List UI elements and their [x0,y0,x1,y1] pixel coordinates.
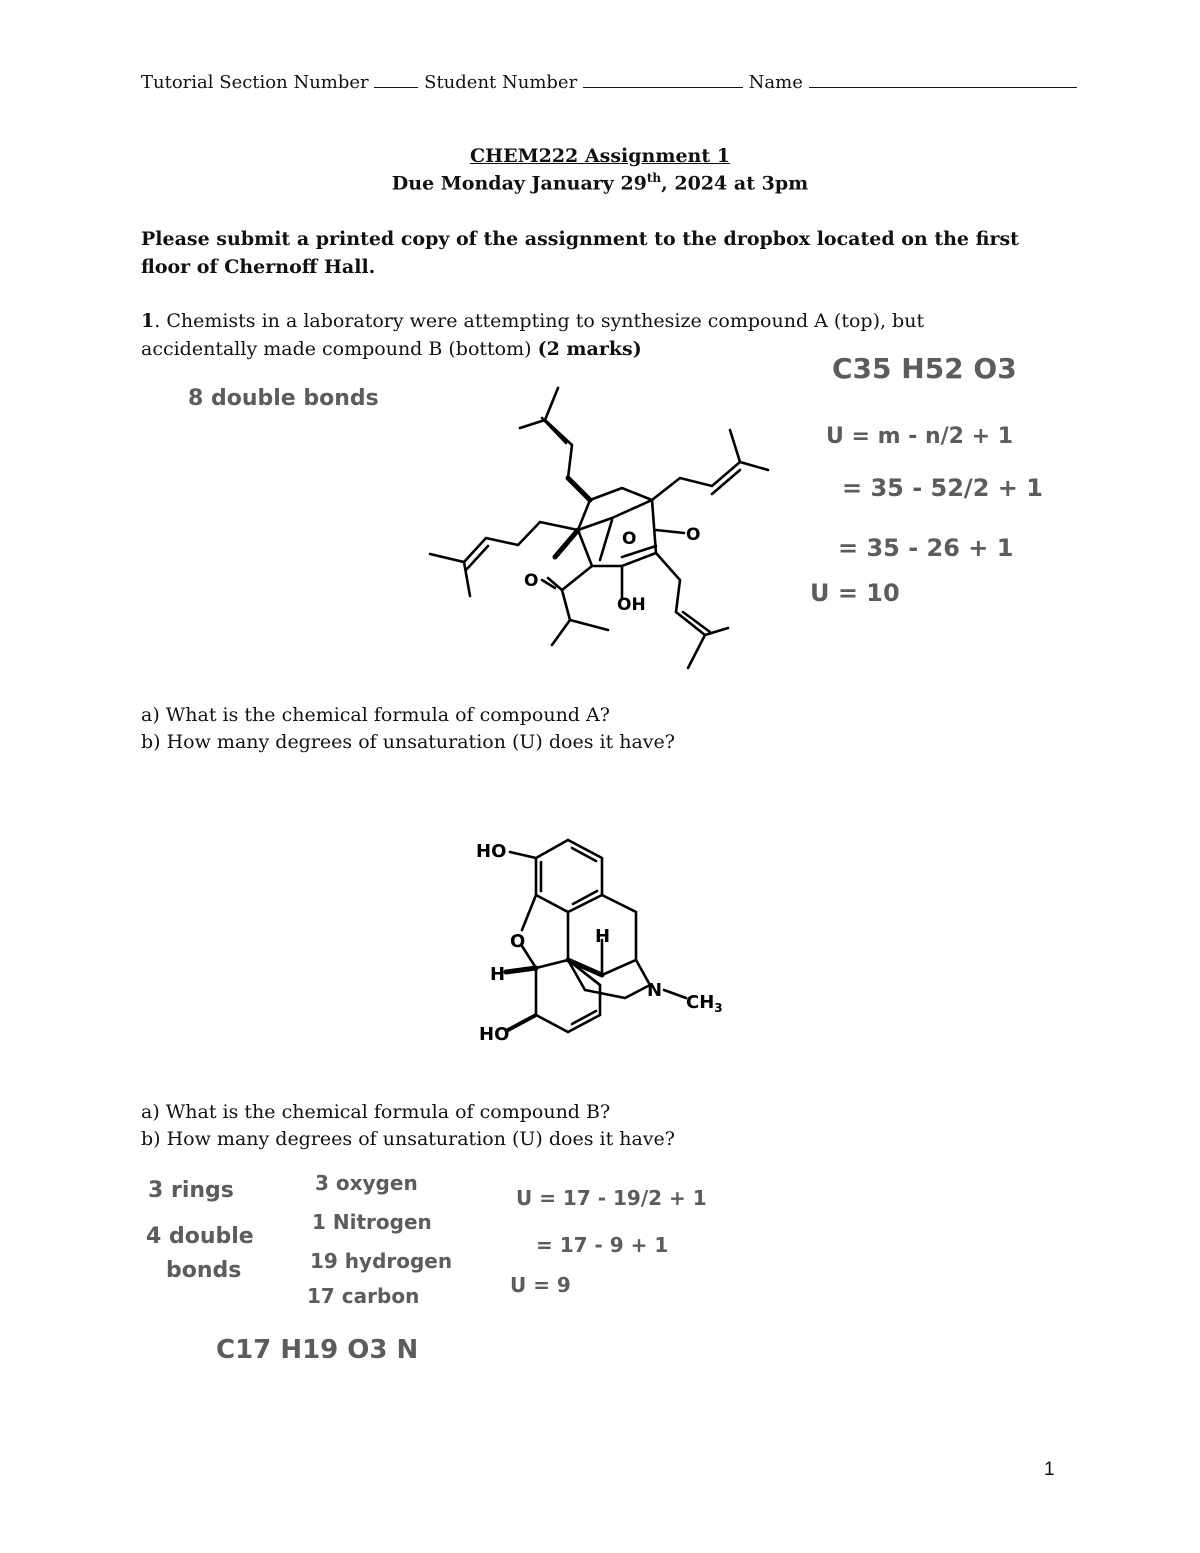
b-h-top: H [595,926,611,947]
question-a-unsaturation: b) How many degrees of unsaturation (U) does it have? [141,731,675,753]
name-label: Name [748,72,803,93]
compound-b-structure [470,830,730,1050]
hand-formula-a: C35 H52 O3 [832,352,1017,385]
hand-formula-b: C17 H19 O3 N [216,1335,419,1365]
hand-carbon: 17 carbon [307,1284,420,1308]
carbonyl-o-left: O [524,571,539,591]
hand-calc3: U = 9 [510,1273,571,1297]
question-marks: (2 marks) [537,338,642,360]
hand-double-bonds: 8 double bonds [188,386,379,411]
hand-calc2: = 17 - 9 + 1 [536,1233,669,1257]
tutorial-label: Tutorial Section Number [141,72,369,93]
hand-double2: bonds [166,1258,242,1283]
hand-line1: U = m - n/2 + 1 [826,424,1014,449]
b-ho-top: HO [476,841,507,862]
assignment-title: CHEM222 Assignment 1 [470,145,730,167]
student-blank[interactable] [583,71,743,88]
hand-calc1: U = 17 - 19/2 + 1 [516,1186,707,1210]
student-label: Student Number [424,72,578,93]
question-text: . Chemists in a laboratory were attempting to synthesize compound A (top), but accidentally made compound B (bottom) [141,310,925,360]
submission-instruction: Please submit a printed copy of the assignment to the dropbox located on the first floor of Chernoff Hall. [141,228,1019,278]
hand-hydrogen: 19 hydrogen [310,1249,453,1273]
b-nitrogen: N [647,980,663,1001]
b-ring-o: O [510,931,526,952]
question-a-formula: a) What is the chemical formula of compound A? [141,704,610,726]
hand-nitrogen: 1 Nitrogen [312,1210,432,1234]
hand-rings: 3 rings [148,1178,234,1203]
question-b-unsaturation: b) How many degrees of unsaturation (U) does it have? [141,1128,675,1150]
bridge-o: O [622,529,637,549]
page-number: 1 [1044,1459,1055,1480]
b-ho-bottom: HO [479,1024,510,1045]
question-number: 1 [141,310,155,332]
b-h-left: H [490,964,506,985]
b-methyl: $CH_3$ [686,992,723,1015]
handwriting-b [140,1160,707,1370]
tutorial-blank[interactable] [374,71,418,88]
due-prefix: Due Monday January 29 [391,172,647,195]
hand-oxygen: 3 oxygen [315,1171,418,1195]
hand-double1: 4 double [146,1224,254,1249]
due-suffix: , 2024 at 3pm [661,172,809,195]
handwriting-a [180,340,1043,620]
hand-line3: = 35 - 26 + 1 [838,534,1014,562]
hydroxyl: OH [617,595,646,615]
hand-line2: = 35 - 52/2 + 1 [842,474,1043,502]
name-blank[interactable] [809,71,1077,88]
hand-line4: U = 10 [810,579,900,607]
due-date [0,171,1200,194]
question-b-formula: a) What is the chemical formula of compound B? [141,1101,611,1123]
carbonyl-o-right: O [686,525,701,545]
due-sup: th [646,171,662,185]
header-line [141,71,1056,93]
